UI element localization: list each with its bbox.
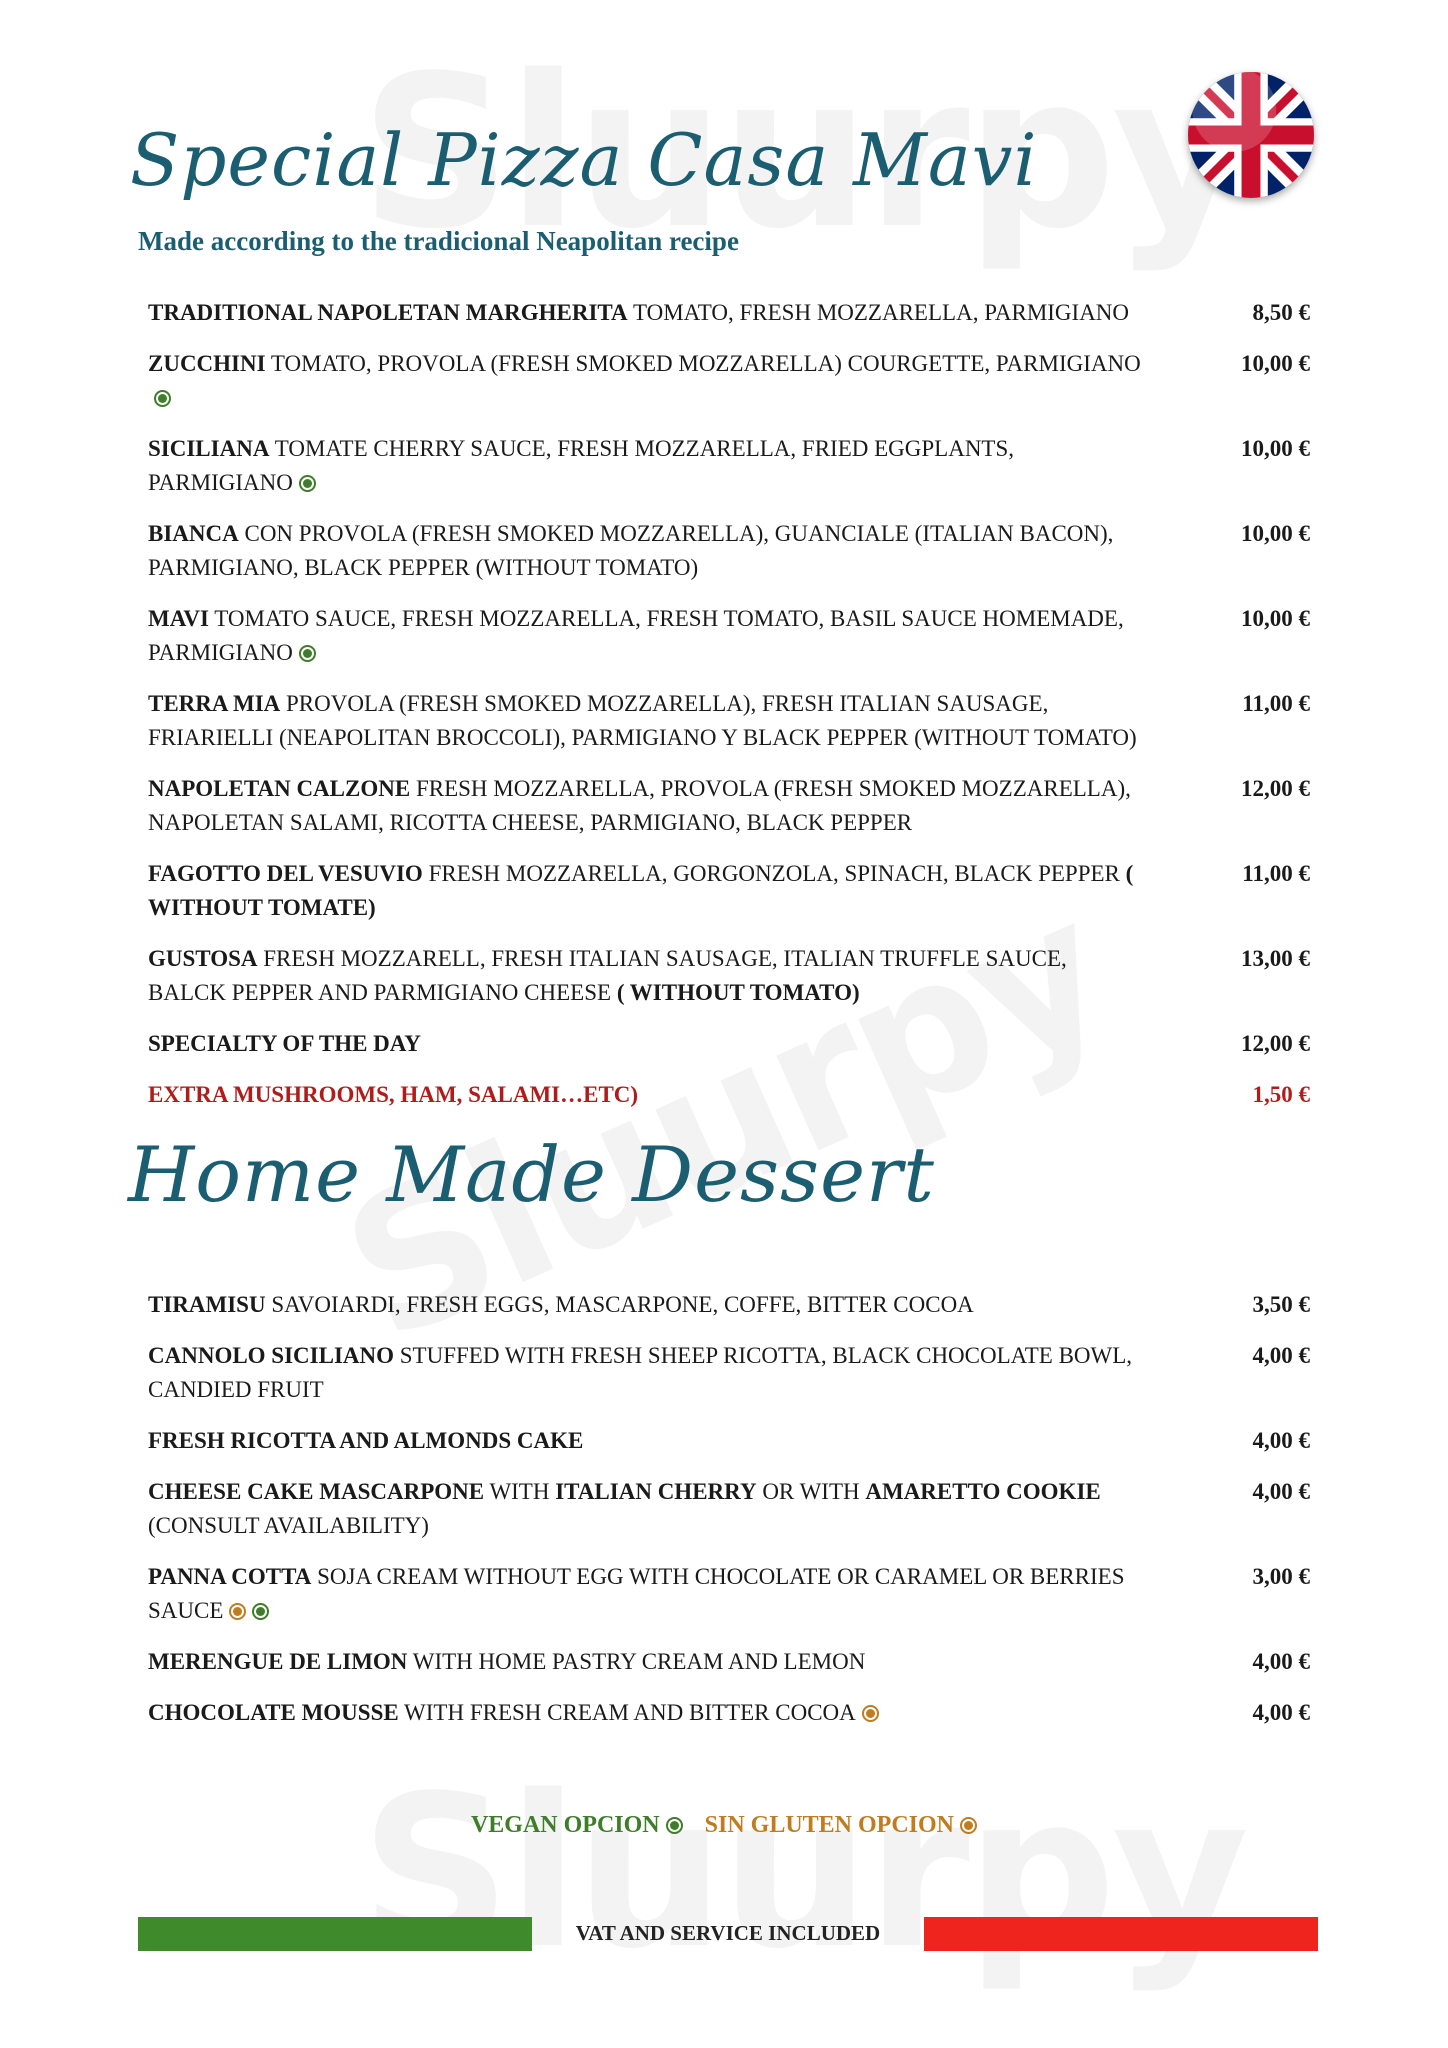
vat-notice: VAT AND SERVICE INCLUDED bbox=[575, 1921, 881, 1945]
gluten-free-legend-label: SIN GLUTEN OPCION bbox=[704, 1812, 955, 1838]
menu-item-ingredients: TOMATO SAUCE, FRESH MOZZARELLA, FRESH TOMATO, BASIL SAUCE HOMEMADE, PARMIGIANO bbox=[148, 606, 1124, 665]
menu-item-description bbox=[148, 687, 1148, 755]
menu-item-ingredients: OR WITH bbox=[756, 1479, 866, 1504]
menu-item-description bbox=[148, 942, 1148, 1010]
menu-item bbox=[148, 1288, 1310, 1322]
watermark-bottom bbox=[360, 1750, 1120, 1995]
menu-item-name: TIRAMISU bbox=[148, 1292, 266, 1317]
menu-item bbox=[148, 432, 1310, 500]
menu-item-name: EXTRA MUSHROOMS, HAM, SALAMI…ETC) bbox=[148, 1082, 639, 1107]
menu-item bbox=[148, 602, 1310, 670]
menu-item-price: 4,00 € bbox=[1252, 1343, 1310, 1368]
menu-item bbox=[148, 1475, 1310, 1543]
menu-item bbox=[148, 1560, 1310, 1628]
menu-item-ingredients: STUFFED WITH FRESH SHEEP RICOTTA, BLACK CHOCOLATE BOWL, CANDIED FRUIT bbox=[148, 1343, 1133, 1402]
menu-item-ingredients: WITH HOME PASTRY CREAM AND LEMON bbox=[407, 1649, 866, 1674]
menu-item-price: 4,00 € bbox=[1252, 1649, 1310, 1674]
menu-item bbox=[148, 857, 1310, 925]
menu-item-description bbox=[148, 1560, 1148, 1628]
menu-item-ingredients: TOMATO, PROVOLA (FRESH SMOKED MOZZARELLA) COURGETTE, PARMIGIANO bbox=[265, 351, 1141, 376]
menu-item-description bbox=[148, 602, 1148, 670]
menu-item bbox=[148, 1424, 1310, 1458]
menu-item-description bbox=[148, 857, 1148, 925]
menu-item bbox=[148, 1645, 1310, 1679]
menu-item-name: MERENGUE DE LIMON bbox=[148, 1649, 408, 1674]
menu-item bbox=[148, 1339, 1310, 1407]
menu-item-price: 11,00 € bbox=[1242, 691, 1310, 716]
pizza-section-title: Special Pizza Casa Mavi bbox=[130, 118, 1038, 202]
menu-item-price: 4,00 € bbox=[1252, 1428, 1310, 1453]
menu-item-price: 4,00 € bbox=[1252, 1700, 1310, 1725]
italian-flag-red-bar bbox=[924, 1917, 1318, 1951]
menu-item bbox=[148, 1078, 1310, 1112]
menu-item-ingredients: SOJA CREAM WITHOUT EGG WITH CHOCOLATE OR CARAMEL OR BERRIES SAUCE bbox=[148, 1564, 1125, 1623]
menu-item bbox=[148, 347, 1310, 415]
gluten-free-dot-icon bbox=[960, 1817, 977, 1834]
menu-item-ingredients: CON PROVOLA (FRESH SMOKED MOZZARELLA), GUANCIALE (ITALIAN BACON), PARMIGIANO, BLACK PEPPER (WITHOUT TOMATO) bbox=[148, 521, 1114, 580]
menu-item-price: 10,00 € bbox=[1241, 606, 1310, 631]
menu-item-price: 10,00 € bbox=[1241, 521, 1310, 546]
gluten-free-dot-icon bbox=[229, 1603, 246, 1620]
menu-item-name: GUSTOSA bbox=[148, 946, 258, 971]
menu-item-description bbox=[148, 1027, 1148, 1061]
menu-item-ingredients: FRESH MOZZARELL, FRESH ITALIAN SAUSAGE, ITALIAN TRUFFLE SAUCE, BALCK PEPPER AND PARMIGIANO CHEESE bbox=[148, 946, 1067, 1005]
menu-item-ingredients: SAVOIARDI, FRESH EGGS, MASCARPONE, COFFE, BITTER COCOA bbox=[265, 1292, 974, 1317]
menu-item-name: CHOCOLATE MOUSSE bbox=[148, 1700, 399, 1725]
menu-item-name: NAPOLETAN CALZONE bbox=[148, 776, 411, 801]
menu-item-ingredients: FRESH MOZZARELLA, PROVOLA (FRESH SMOKED MOZZARELLA), NAPOLETAN SALAMI, RICOTTA CHEESE, PARMIGIANO, BLACK PEPPER bbox=[148, 776, 1131, 835]
menu-item-price: 3,50 € bbox=[1252, 1292, 1310, 1317]
vegan-legend-label: VEGAN OPCION bbox=[470, 1812, 660, 1838]
menu-item-price: 4,00 € bbox=[1252, 1479, 1310, 1504]
diet-legend bbox=[0, 1812, 1448, 1839]
menu-item bbox=[148, 296, 1310, 330]
menu-item-name: BIANCA bbox=[148, 521, 239, 546]
menu-item-description bbox=[148, 1424, 1148, 1458]
menu-item bbox=[148, 687, 1310, 755]
menu-item-description bbox=[148, 772, 1148, 840]
menu-item-description bbox=[148, 1696, 1148, 1730]
vegan-dot-icon bbox=[666, 1817, 683, 1834]
menu-item-ingredients: WITH FRESH CREAM AND BITTER COCOA bbox=[398, 1700, 856, 1725]
menu-item-price: 12,00 € bbox=[1241, 1031, 1310, 1056]
menu-item bbox=[148, 942, 1310, 1010]
vegan-dot-icon bbox=[154, 390, 171, 407]
menu-item bbox=[148, 772, 1310, 840]
menu-item-description bbox=[148, 432, 1148, 500]
pizza-section-subtitle: Made according to the tradicional Neapolitan recipe bbox=[138, 226, 739, 256]
menu-item-ingredients: FRESH MOZZARELLA, GORGONZOLA, SPINACH, BLACK PEPPER bbox=[422, 861, 1120, 886]
menu-item-price: 12,00 € bbox=[1241, 776, 1310, 801]
menu-item-description bbox=[148, 1078, 1148, 1112]
pizza-menu-list bbox=[148, 296, 1310, 1129]
menu-item-description bbox=[148, 517, 1148, 585]
menu-item-price: 11,00 € bbox=[1242, 861, 1310, 886]
menu-item-description bbox=[148, 1339, 1148, 1407]
menu-item-name: SPECIALTY OF THE DAY bbox=[148, 1031, 421, 1056]
vegan-dot-icon bbox=[252, 1603, 269, 1620]
menu-item bbox=[148, 517, 1310, 585]
menu-item-price: 10,00 € bbox=[1241, 436, 1310, 461]
menu-item-description bbox=[148, 1288, 1148, 1322]
menu-item-description bbox=[148, 1475, 1148, 1543]
menu-item-name: TERRA MIA bbox=[148, 691, 281, 716]
menu-item-name: MAVI bbox=[148, 606, 209, 631]
menu-item-ingredients: WITH bbox=[484, 1479, 556, 1504]
menu-item bbox=[148, 1027, 1310, 1061]
menu-item-ingredients: TOMATE CHERRY SAUCE, FRESH MOZZARELLA, FRIED EGGPLANTS, PARMIGIANO bbox=[148, 436, 1015, 495]
menu-item-description bbox=[148, 296, 1148, 330]
gluten-free-dot-icon bbox=[862, 1705, 879, 1722]
menu-item-price: 1,50 € bbox=[1252, 1082, 1310, 1107]
dessert-menu-list bbox=[148, 1288, 1310, 1747]
menu-item-price: 8,50 € bbox=[1252, 300, 1310, 325]
menu-item-option: ITALIAN CHERRY bbox=[555, 1479, 757, 1504]
menu-item-price: 10,00 € bbox=[1241, 351, 1310, 376]
italian-flag-green-bar bbox=[138, 1917, 532, 1951]
menu-item-description bbox=[148, 1645, 1148, 1679]
menu-item bbox=[148, 1696, 1310, 1730]
menu-item-note: ( WITHOUT TOMATE) bbox=[148, 861, 1134, 920]
menu-item-ingredients: PROVOLA (FRESH SMOKED MOZZARELLA), FRESH ITALIAN SAUSAGE, FRIARIELLI (NEAPOLITAN BROCCOLI), PARMIGIANO Y BLACK PEPPER (WITHOUT TOMATO) bbox=[148, 691, 1137, 750]
menu-item-ingredients: TOMATO, FRESH MOZZARELLA, PARMIGIANO bbox=[627, 300, 1130, 325]
menu-item-name: SICILIANA bbox=[148, 436, 270, 461]
menu-item-description bbox=[148, 347, 1148, 415]
menu-item-name: TRADITIONAL NAPOLETAN MARGHERITA bbox=[148, 300, 628, 325]
menu-item-name: ZUCCHINI bbox=[148, 351, 266, 376]
menu-item-price: 3,00 € bbox=[1252, 1564, 1310, 1589]
uk-flag-icon bbox=[1188, 72, 1314, 198]
menu-item-name: CANNOLO SICILIANO bbox=[148, 1343, 395, 1368]
menu-item-name: FAGOTTO DEL VESUVIO bbox=[148, 861, 423, 886]
vegan-dot-icon bbox=[299, 645, 316, 662]
vegan-dot-icon bbox=[299, 475, 316, 492]
menu-item-note: (CONSULT AVAILABILITY) bbox=[148, 1513, 429, 1538]
menu-item-name: CHEESE CAKE MASCARPONE bbox=[148, 1479, 485, 1504]
menu-item-note: ( WITHOUT TOMATO) bbox=[616, 980, 860, 1005]
menu-item-price: 13,00 € bbox=[1241, 946, 1310, 971]
menu-item-option: AMARETTO COOKIE bbox=[865, 1479, 1101, 1504]
menu-item-name: FRESH RICOTTA AND ALMONDS CAKE bbox=[148, 1428, 584, 1453]
menu-item-name: PANNA COTTA bbox=[148, 1564, 312, 1589]
dessert-section-title: Home Made Dessert bbox=[128, 1130, 935, 1219]
